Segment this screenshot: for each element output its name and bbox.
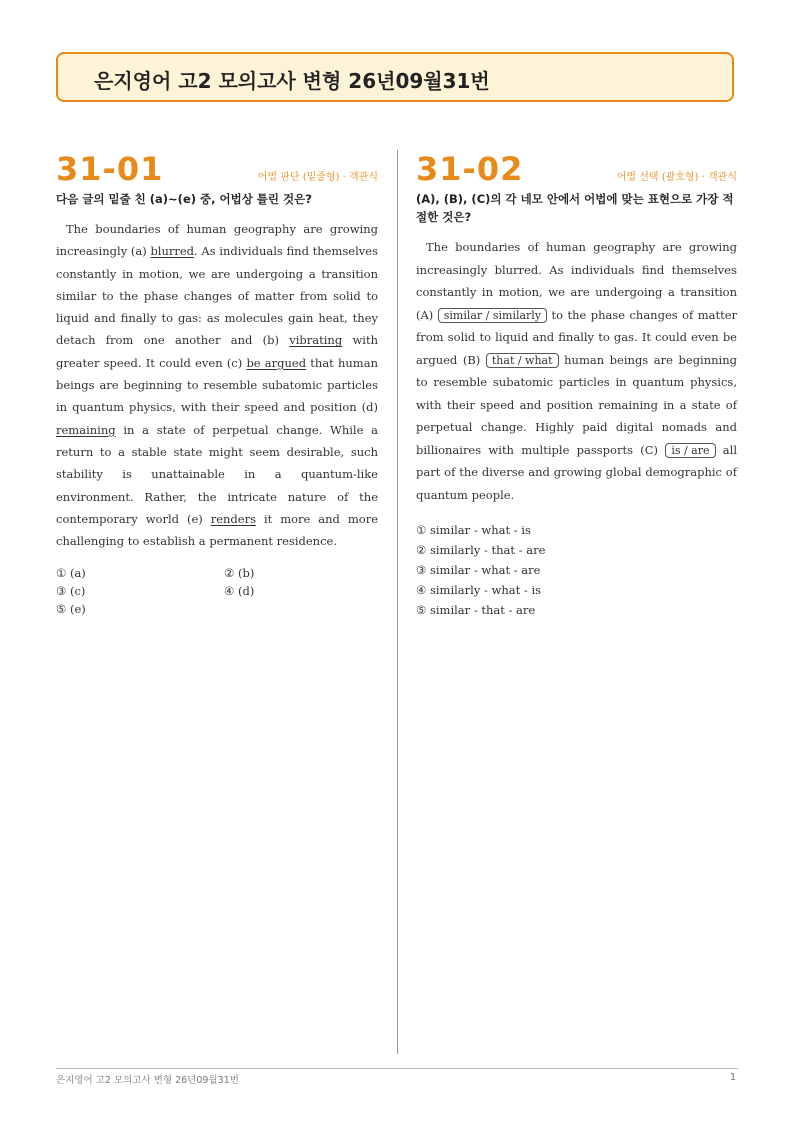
question-type: 어법 판단 (밑줄형) · 객관식 bbox=[257, 172, 378, 183]
underline-a: blurred bbox=[150, 244, 195, 259]
option-2[interactable]: ② similarly - that - are bbox=[416, 543, 546, 557]
passage: The boundaries of human geography are growing increasingly (a) blurred. As individuals find themselves constantly in motion, we are undergoing a transition similar to the phase changes of matter from solid to liquid and finally to gas: as molecules gain heat, they detach from one another and (b) vibrating with greater speed. It could even (c) be argued that human beings are beginning to resemble subatomic particles in quantum physics, with their speed and position (d) remaining in a state of perpetual change. While a return to a stable state might seem desirable, such stability is unattainable in a quantum-like environment. Rather, the intricate nature of the contemporary world (e) renders it more and more challenging to establish a permanent residence. bbox=[56, 222, 378, 549]
underline-e: renders bbox=[210, 511, 256, 526]
page-number: 1 bbox=[729, 1072, 736, 1083]
underline-d: remaining bbox=[56, 422, 116, 437]
footer-divider bbox=[56, 1068, 738, 1069]
option-4[interactable]: ④ (d) bbox=[224, 584, 255, 599]
option-1[interactable]: ① (a) bbox=[56, 566, 86, 581]
column-divider bbox=[397, 150, 398, 1054]
option-5[interactable]: ⑤ (e) bbox=[56, 602, 86, 617]
answer-options bbox=[416, 520, 737, 620]
option-3[interactable]: ③ (c) bbox=[56, 584, 86, 599]
choice-box-a: similar / similarly bbox=[438, 308, 547, 323]
underline-b: vibrating bbox=[289, 333, 343, 348]
option-2[interactable]: ② (b) bbox=[224, 566, 255, 581]
option-4[interactable]: ④ similarly - what - is bbox=[416, 583, 542, 597]
underline-c: be argued bbox=[246, 355, 307, 370]
option-3[interactable]: ③ similar - what - are bbox=[416, 563, 541, 577]
answer-options bbox=[56, 566, 378, 616]
question-31-01 bbox=[56, 150, 378, 616]
question-number: 31-02 bbox=[416, 150, 524, 188]
header-banner bbox=[56, 52, 734, 102]
question-31-02 bbox=[416, 150, 737, 620]
page-title: 은지영어 고2 모의고사 변형 26년09월31번 bbox=[94, 69, 490, 93]
question-prompt: (A), (B), (C)의 각 네모 안에서 어법에 맞는 표현으로 가장 적절한 것은? bbox=[416, 192, 734, 224]
question-prompt: 다음 글의 밑줄 친 (a)~(e) 중, 어법상 틀린 것은? bbox=[56, 192, 312, 206]
option-5[interactable]: ⑤ similar - that - are bbox=[416, 603, 536, 617]
choice-box-c: is / are bbox=[665, 443, 715, 458]
footer-title: 은지영어 고2 모의고사 변형 26년09월31번 bbox=[56, 1075, 239, 1086]
passage: The boundaries of human geography are growing increasingly blurred. As individuals find themselves constantly in motion, we are undergoing a transition (A) similar / similarly to the phase changes of matter from solid to liquid and finally to gas. It could even be argued (B) that / what human beings are beginning to resemble subatomic particles in quantum physics, with their speed and position remaining in a state of perpetual change. Highly paid digital nomads and billionaires with multiple passports (C) is / are all part of the diverse and growing global demographic of quantum people. bbox=[416, 240, 738, 502]
question-number: 31-01 bbox=[56, 150, 164, 188]
option-1[interactable]: ① similar - what - is bbox=[416, 523, 531, 537]
choice-box-b: that / what bbox=[486, 353, 559, 368]
question-type: 어법 선택 (괄호형) · 객관식 bbox=[616, 172, 737, 183]
